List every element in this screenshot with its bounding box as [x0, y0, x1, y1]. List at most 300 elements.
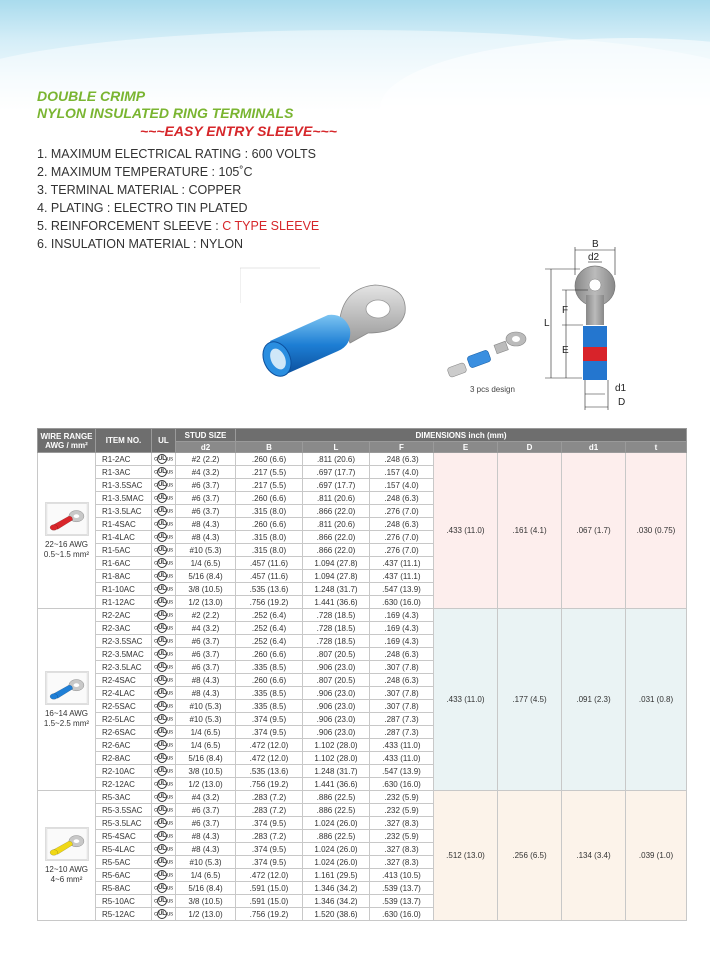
- ul-us: us: [166, 573, 173, 580]
- stud-size: 1/2 (13.0): [176, 778, 236, 791]
- dim-F: .327 (8.3): [370, 817, 434, 830]
- ul-listed-icon: [154, 792, 173, 802]
- stud-size: 1/2 (13.0): [176, 596, 236, 609]
- ul-logo: UL: [158, 716, 166, 723]
- ul-cell: [152, 687, 176, 700]
- item-number: R2-3.5MAC: [96, 648, 152, 661]
- ul-listed-icon: [154, 675, 173, 685]
- dim-F: .232 (5.9): [370, 804, 434, 817]
- ul-logo: UL: [158, 885, 166, 892]
- dim-L: 1.024 (26.0): [303, 843, 370, 856]
- dim-B: .315 (8.0): [236, 544, 303, 557]
- dim-F: .413 (10.5): [370, 869, 434, 882]
- dim-F: .437 (11.1): [370, 557, 434, 570]
- stud-size: #10 (5.3): [176, 544, 236, 557]
- header-E: E: [434, 442, 498, 453]
- stud-size: #8 (4.3): [176, 830, 236, 843]
- dim-L: .697 (17.7): [303, 466, 370, 479]
- dim-B: .374 (9.5): [236, 726, 303, 739]
- ul-c: c: [154, 742, 157, 749]
- ul-us: us: [166, 716, 173, 723]
- item-number: R2-8AC: [96, 752, 152, 765]
- ul-us: us: [166, 599, 173, 606]
- dim-t: .031 (0.8): [626, 609, 687, 791]
- dim-F: .539 (13.7): [370, 895, 434, 908]
- item-number: R5-10AC: [96, 895, 152, 908]
- ul-logo: UL: [158, 677, 166, 684]
- item-number: R2-6SAC: [96, 726, 152, 739]
- dim-L: 1.520 (38.6): [303, 908, 370, 921]
- dim-F: .630 (16.0): [370, 596, 434, 609]
- ul-us: us: [166, 521, 173, 528]
- ul-listed-icon: [154, 597, 173, 607]
- ul-logo: UL: [158, 781, 166, 788]
- ul-listed-icon: [154, 532, 173, 542]
- dim-label-d1: d1: [615, 383, 627, 394]
- ul-c: c: [154, 794, 157, 801]
- ul-logo: UL: [158, 820, 166, 827]
- dim-L: .866 (22.0): [303, 544, 370, 557]
- ul-listed-icon: [154, 870, 173, 880]
- dim-F: .287 (7.3): [370, 726, 434, 739]
- ul-us: us: [166, 742, 173, 749]
- ul-us: us: [166, 690, 173, 697]
- awg-range: 12~10 AWG: [44, 864, 89, 874]
- dim-B: .315 (8.0): [236, 505, 303, 518]
- item-number: R1-3.5LAC: [96, 505, 152, 518]
- ul-us: us: [166, 885, 173, 892]
- dim-L: 1.024 (26.0): [303, 817, 370, 830]
- ul-listed-icon: [154, 610, 173, 620]
- dim-L: 1.102 (28.0): [303, 752, 370, 765]
- dimension-diagram: [440, 235, 690, 415]
- ul-listed-icon: [154, 857, 173, 867]
- dim-B: .217 (5.5): [236, 479, 303, 492]
- ul-cell: [152, 453, 176, 466]
- dim-F: .630 (16.0): [370, 908, 434, 921]
- ul-us: us: [166, 781, 173, 788]
- dim-label-E: E: [562, 345, 569, 356]
- stud-size: 1/2 (13.0): [176, 908, 236, 921]
- ul-logo: UL: [158, 521, 166, 528]
- ul-listed-icon: [154, 571, 173, 581]
- ul-c: c: [154, 885, 157, 892]
- ul-us: us: [166, 651, 173, 658]
- ul-listed-icon: [154, 883, 173, 893]
- spec-value-highlight: C TYPE SLEEVE: [222, 219, 320, 233]
- awg-range: 22~16 AWG: [44, 539, 89, 549]
- ul-logo: UL: [158, 586, 166, 593]
- ul-cell: [152, 570, 176, 583]
- dim-B: .374 (9.5): [236, 843, 303, 856]
- dim-L: .906 (23.0): [303, 661, 370, 674]
- ul-us: us: [166, 495, 173, 502]
- dim-F: .232 (5.9): [370, 830, 434, 843]
- item-number: R2-10AC: [96, 765, 152, 778]
- ul-cell: [152, 661, 176, 674]
- ul-us: us: [166, 833, 173, 840]
- spec-label: 1. MAXIMUM ELECTRICAL RATING :: [37, 147, 252, 161]
- dim-B: .591 (15.0): [236, 895, 303, 908]
- ul-cell: [152, 843, 176, 856]
- wire-range-cell: [38, 609, 96, 791]
- item-number: R5-4SAC: [96, 830, 152, 843]
- dim-B: .374 (9.5): [236, 713, 303, 726]
- terminal-thumbnail-icon: [45, 827, 89, 861]
- stud-size: #10 (5.3): [176, 700, 236, 713]
- ul-listed-icon: [154, 493, 173, 503]
- item-number: R5-3AC: [96, 791, 152, 804]
- item-number: R2-3.5LAC: [96, 661, 152, 674]
- dim-B: .260 (6.6): [236, 492, 303, 505]
- ul-cell: [152, 895, 176, 908]
- dim-L: 1.441 (36.6): [303, 778, 370, 791]
- dim-B: .335 (8.5): [236, 661, 303, 674]
- ul-cell: [152, 557, 176, 570]
- dim-B: .260 (6.6): [236, 674, 303, 687]
- dim-F: .437 (11.1): [370, 570, 434, 583]
- dim-B: .756 (19.2): [236, 596, 303, 609]
- dim-L: .906 (23.0): [303, 700, 370, 713]
- ul-listed-icon: [154, 584, 173, 594]
- dim-B: .260 (6.6): [236, 453, 303, 466]
- dim-L: 1.441 (36.6): [303, 596, 370, 609]
- dim-L: .886 (22.5): [303, 791, 370, 804]
- ul-logo: UL: [158, 846, 166, 853]
- ul-c: c: [154, 781, 157, 788]
- dim-L: .906 (23.0): [303, 713, 370, 726]
- ul-listed-icon: [154, 636, 173, 646]
- dim-t: .030 (0.75): [626, 453, 687, 609]
- ul-listed-icon: [154, 818, 173, 828]
- dim-d1: .067 (1.7): [562, 453, 626, 609]
- ul-us: us: [166, 612, 173, 619]
- table-row: [38, 453, 687, 466]
- ul-listed-icon: [154, 467, 173, 477]
- ul-listed-icon: [154, 545, 173, 555]
- ul-us: us: [166, 794, 173, 801]
- ul-logo: UL: [158, 547, 166, 554]
- header-ul: UL: [152, 429, 176, 453]
- spec-item: [37, 217, 319, 235]
- ul-logo: UL: [158, 560, 166, 567]
- dim-L: 1.102 (28.0): [303, 739, 370, 752]
- ul-cell: [152, 869, 176, 882]
- stud-size: 5/16 (8.4): [176, 752, 236, 765]
- dim-L: .906 (23.0): [303, 687, 370, 700]
- dim-L: .886 (22.5): [303, 830, 370, 843]
- ul-us: us: [166, 911, 173, 918]
- item-number: R1-4SAC: [96, 518, 152, 531]
- dim-L: .811 (20.6): [303, 492, 370, 505]
- header-dimensions: DIMENSIONS inch (mm): [236, 429, 687, 442]
- three-piece-illustration: [447, 332, 526, 378]
- dim-D: .256 (6.5): [498, 791, 562, 921]
- mm2-range: 4~6 mm²: [50, 874, 83, 884]
- dim-B: .260 (6.6): [236, 518, 303, 531]
- dim-D: .161 (4.1): [498, 453, 562, 609]
- item-number: R5-6AC: [96, 869, 152, 882]
- item-number: R2-2AC: [96, 609, 152, 622]
- dim-F: .276 (7.0): [370, 544, 434, 557]
- ul-c: c: [154, 729, 157, 736]
- ul-cell: [152, 856, 176, 869]
- dim-F: .539 (13.7): [370, 882, 434, 895]
- ul-cell: [152, 466, 176, 479]
- ul-us: us: [166, 807, 173, 814]
- wire-range-cell: [38, 453, 96, 609]
- spec-item: [37, 199, 319, 217]
- ul-c: c: [154, 469, 157, 476]
- ul-cell: [152, 531, 176, 544]
- ul-logo: UL: [158, 599, 166, 606]
- dim-F: .547 (13.9): [370, 583, 434, 596]
- dim-B: .217 (5.5): [236, 466, 303, 479]
- dim-F: .287 (7.3): [370, 713, 434, 726]
- spec-value: 105˚C: [218, 165, 253, 179]
- ul-c: c: [154, 664, 157, 671]
- spec-item: [37, 181, 319, 199]
- ul-cell: [152, 778, 176, 791]
- ul-us: us: [166, 456, 173, 463]
- stud-size: #6 (3.7): [176, 479, 236, 492]
- dim-B: .756 (19.2): [236, 908, 303, 921]
- ul-cell: [152, 882, 176, 895]
- spec-label: 2. MAXIMUM TEMPERATURE :: [37, 165, 219, 179]
- ul-logo: UL: [158, 690, 166, 697]
- ul-cell: [152, 804, 176, 817]
- ul-logo: UL: [158, 469, 166, 476]
- ul-logo: UL: [158, 729, 166, 736]
- ul-listed-icon: [154, 831, 173, 841]
- stud-size: 5/16 (8.4): [176, 570, 236, 583]
- ul-cell: [152, 752, 176, 765]
- dim-E: .433 (11.0): [434, 453, 498, 609]
- item-number: R1-2AC: [96, 453, 152, 466]
- ul-us: us: [166, 664, 173, 671]
- dim-B: .472 (12.0): [236, 739, 303, 752]
- dim-F: .157 (4.0): [370, 479, 434, 492]
- ul-listed-icon: [154, 454, 173, 464]
- ul-c: c: [154, 482, 157, 489]
- ul-cell: [152, 674, 176, 687]
- ul-us: us: [166, 469, 173, 476]
- dim-B: .252 (6.4): [236, 622, 303, 635]
- ul-c: c: [154, 833, 157, 840]
- header-wire-range: [38, 429, 96, 453]
- ul-listed-icon: [154, 519, 173, 529]
- ul-listed-icon: [154, 506, 173, 516]
- terminal-thumbnail-icon: [45, 671, 89, 705]
- dim-t: .039 (1.0): [626, 791, 687, 921]
- item-number: R2-5SAC: [96, 700, 152, 713]
- dim-B: .335 (8.5): [236, 687, 303, 700]
- ul-listed-icon: [154, 766, 173, 776]
- wire-range-cell: [38, 791, 96, 921]
- stud-size: #10 (5.3): [176, 856, 236, 869]
- dim-F: .248 (6.3): [370, 518, 434, 531]
- dim-B: .756 (19.2): [236, 778, 303, 791]
- ul-c: c: [154, 846, 157, 853]
- dim-F: .248 (6.3): [370, 492, 434, 505]
- ul-cell: [152, 648, 176, 661]
- ul-c: c: [154, 508, 157, 515]
- stud-size: #8 (4.3): [176, 531, 236, 544]
- dim-B: .591 (15.0): [236, 882, 303, 895]
- ul-logo: UL: [158, 807, 166, 814]
- ul-listed-icon: [154, 844, 173, 854]
- spec-value: NYLON: [200, 237, 244, 251]
- dim-B: .472 (12.0): [236, 752, 303, 765]
- dim-E: .433 (11.0): [434, 609, 498, 791]
- ul-c: c: [154, 807, 157, 814]
- table-row: [38, 609, 687, 622]
- stud-size: #8 (4.3): [176, 518, 236, 531]
- item-number: R5-8AC: [96, 882, 152, 895]
- three-piece-caption: 3 pcs design: [470, 385, 515, 394]
- header-F: F: [370, 442, 434, 453]
- dim-F: .169 (4.3): [370, 635, 434, 648]
- ul-cell: [152, 765, 176, 778]
- spec-item: [37, 235, 319, 253]
- ul-logo: UL: [158, 495, 166, 502]
- awg-range: 16~14 AWG: [44, 708, 89, 718]
- spec-list: [37, 145, 319, 253]
- dim-B: .315 (8.0): [236, 531, 303, 544]
- ul-logo: UL: [158, 482, 166, 489]
- item-number: R2-12AC: [96, 778, 152, 791]
- header-d1: d1: [562, 442, 626, 453]
- ul-logo: UL: [158, 456, 166, 463]
- ul-logo: UL: [158, 794, 166, 801]
- ul-cell: [152, 739, 176, 752]
- stud-size: 1/4 (6.5): [176, 557, 236, 570]
- item-number: R1-12AC: [96, 596, 152, 609]
- ul-c: c: [154, 521, 157, 528]
- dim-F: .307 (7.8): [370, 687, 434, 700]
- title-line-2: NYLON INSULATED RING TERMINALS: [37, 105, 294, 121]
- dim-d1: .134 (3.4): [562, 791, 626, 921]
- item-number: R1-6AC: [96, 557, 152, 570]
- dim-F: .248 (6.3): [370, 648, 434, 661]
- item-number: R1-4LAC: [96, 531, 152, 544]
- stud-size: 1/4 (6.5): [176, 869, 236, 882]
- ul-c: c: [154, 495, 157, 502]
- table-row: [38, 791, 687, 804]
- ul-cell: [152, 635, 176, 648]
- header-item-no: ITEM NO.: [96, 429, 152, 453]
- ul-us: us: [166, 820, 173, 827]
- stud-size: #4 (3.2): [176, 791, 236, 804]
- dim-B: .457 (11.6): [236, 570, 303, 583]
- ul-listed-icon: [154, 727, 173, 737]
- ul-logo: UL: [158, 898, 166, 905]
- spec-label: 5. REINFORCEMENT SLEEVE :: [37, 219, 223, 233]
- dim-F: .307 (7.8): [370, 700, 434, 713]
- mm2-range: 1.5~2.5 mm²: [43, 718, 90, 728]
- dim-F: .276 (7.0): [370, 505, 434, 518]
- dim-F: .433 (11.0): [370, 739, 434, 752]
- item-number: R2-3.5SAC: [96, 635, 152, 648]
- ul-listed-icon: [154, 714, 173, 724]
- ul-us: us: [166, 755, 173, 762]
- stud-size: 3/8 (10.5): [176, 895, 236, 908]
- dim-F: .248 (6.3): [370, 674, 434, 687]
- dim-F: .433 (11.0): [370, 752, 434, 765]
- ul-listed-icon: [154, 805, 173, 815]
- ul-cell: [152, 609, 176, 622]
- item-number: R1-3.5MAC: [96, 492, 152, 505]
- dim-E: .512 (13.0): [434, 791, 498, 921]
- ul-cell: [152, 817, 176, 830]
- dim-label-d2: d2: [588, 252, 600, 263]
- item-number: R2-6AC: [96, 739, 152, 752]
- stud-size: #8 (4.3): [176, 843, 236, 856]
- ul-logo: UL: [158, 625, 166, 632]
- ul-us: us: [166, 703, 173, 710]
- ul-logo: UL: [158, 703, 166, 710]
- header-D: D: [498, 442, 562, 453]
- dim-L: .728 (18.5): [303, 609, 370, 622]
- ul-us: us: [166, 768, 173, 775]
- stud-size: #6 (3.7): [176, 661, 236, 674]
- stud-size: #6 (3.7): [176, 804, 236, 817]
- ul-c: c: [154, 872, 157, 879]
- ul-c: c: [154, 599, 157, 606]
- ul-c: c: [154, 625, 157, 632]
- ul-c: c: [154, 456, 157, 463]
- ul-us: us: [166, 625, 173, 632]
- ul-logo: UL: [158, 638, 166, 645]
- ul-us: us: [166, 534, 173, 541]
- dim-L: .811 (20.6): [303, 518, 370, 531]
- item-number: R2-5LAC: [96, 713, 152, 726]
- item-number: R2-3AC: [96, 622, 152, 635]
- dim-L: .811 (20.6): [303, 453, 370, 466]
- ul-cell: [152, 726, 176, 739]
- ul-logo: UL: [158, 768, 166, 775]
- ul-logo: UL: [158, 651, 166, 658]
- ul-cell: [152, 713, 176, 726]
- ul-listed-icon: [154, 688, 173, 698]
- dim-B: .335 (8.5): [236, 700, 303, 713]
- header-stud-size: STUD SIZE: [176, 429, 236, 442]
- ul-logo: UL: [158, 664, 166, 671]
- ul-c: c: [154, 560, 157, 567]
- ul-listed-icon: [154, 740, 173, 750]
- stud-size: #8 (4.3): [176, 674, 236, 687]
- dim-B: .260 (6.6): [236, 648, 303, 661]
- dim-F: .547 (13.9): [370, 765, 434, 778]
- dim-L: 1.346 (34.2): [303, 895, 370, 908]
- dim-D: .177 (4.5): [498, 609, 562, 791]
- dim-B: .535 (13.6): [236, 583, 303, 596]
- ul-us: us: [166, 846, 173, 853]
- title-line-1: DOUBLE CRIMP: [37, 88, 146, 104]
- ul-cell: [152, 583, 176, 596]
- ul-logo: UL: [158, 742, 166, 749]
- header-t: t: [626, 442, 687, 453]
- item-number: R2-4LAC: [96, 687, 152, 700]
- ul-c: c: [154, 716, 157, 723]
- header-L: L: [303, 442, 370, 453]
- ul-logo: UL: [158, 859, 166, 866]
- spec-value: 600 VOLTS: [251, 147, 317, 161]
- dim-L: 1.248 (31.7): [303, 583, 370, 596]
- ul-cell: [152, 791, 176, 804]
- ul-listed-icon: [154, 701, 173, 711]
- item-number: R5-5AC: [96, 856, 152, 869]
